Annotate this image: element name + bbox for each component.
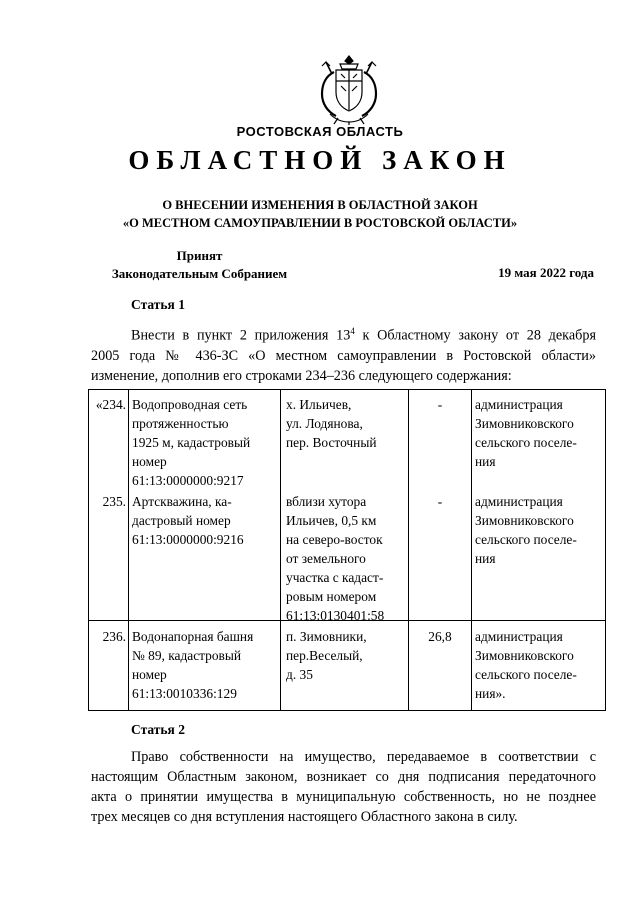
paragraph-line: акта о принятии имущества в муниципальную собственность, но не позднее	[91, 789, 596, 805]
row-number: 235.	[102, 494, 126, 509]
table-border	[88, 389, 606, 390]
paragraph-line: Внести в пункт 2 приложения $13^4$ к Областному закону от 28 декабря	[131, 326, 597, 344]
paragraph-line: настоящим Областным законом, возникает со дня подписания передаточного	[91, 769, 596, 785]
table-border	[471, 389, 472, 711]
object-name: Водонапорная башня № 89, кадастровый номер 61:13:0010336:129	[132, 629, 254, 701]
object-address: п. Зимовники, пер.Веселый, д. 35	[286, 629, 367, 682]
paragraph-line: 2005 года № 436-ЗС «О местном самоуправлении в Ростовской области»	[91, 347, 596, 364]
region-name: РОСТОВСКАЯ ОБЛАСТЬ	[236, 124, 404, 139]
object-name: Артскважина, ка- дастровый номер 61:13:0000000:9216	[132, 494, 244, 547]
object-address: вблизи хутора Ильичев, 0,5 км на северо-восток от земельного участка с кадаст- ровым номером 61:13:0130401:58	[286, 494, 385, 623]
table-border	[605, 389, 606, 711]
subtitle-line: «О МЕСТНОМ САМОУПРАВЛЕНИИ В РОСТОВСКОЙ ОБЛАСТИ»	[122, 216, 518, 230]
article-2-text	[91, 747, 596, 827]
object-owner: администрация Зимовниковского сельского поселе- ния	[475, 397, 577, 469]
paragraph-line: изменение, дополнив его строками 234–236 следующего содержания:	[91, 367, 512, 384]
article-1-heading: Статья 1	[131, 297, 185, 312]
table-border	[408, 389, 409, 711]
law-title: ОБЛАСТНОЙ ЗАКОН	[128, 145, 512, 175]
law-subtitle	[0, 196, 640, 232]
paragraph-line: Право собственности на имущество, передаваемое в соответствии с	[131, 749, 596, 765]
adoption-line: Принят	[176, 248, 223, 263]
adoption-date: 19 мая 2022 года	[498, 265, 594, 280]
object-name: Водопроводная сеть протяженностью 1925 м, кадастровый номер 61:13:0000000:9217	[132, 397, 251, 488]
article-1-text	[91, 321, 596, 386]
row-number: 236.	[102, 629, 126, 644]
object-owner: администрация Зимовниковского сельского поселе- ния	[475, 494, 577, 566]
table-border	[280, 389, 281, 711]
object-owner: администрация Зимовниковского сельского поселе- ния».	[475, 629, 577, 701]
row-number: «234.	[95, 397, 126, 412]
table-border	[128, 389, 129, 711]
object-address: х. Ильичев, ул. Лодянова, пер. Восточный	[286, 397, 377, 450]
table-border	[88, 389, 89, 711]
adoption-line: Законодательным Собранием	[111, 266, 288, 281]
coat-of-arms-icon	[314, 54, 384, 126]
adoption-note	[92, 247, 307, 283]
paragraph-line: трех месяцев со дня вступления настоящего Областного закона в силу.	[91, 809, 518, 825]
object-area: -	[437, 494, 443, 509]
subtitle-line: О ВНЕСЕНИИ ИЗМЕНЕНИЯ В ОБЛАСТНОЙ ЗАКОН	[162, 198, 478, 212]
article-2-heading: Статья 2	[131, 722, 185, 737]
amendment-table	[88, 389, 606, 711]
object-area: -	[437, 397, 443, 412]
object-area: 26,8	[428, 629, 452, 644]
table-border	[88, 710, 606, 711]
